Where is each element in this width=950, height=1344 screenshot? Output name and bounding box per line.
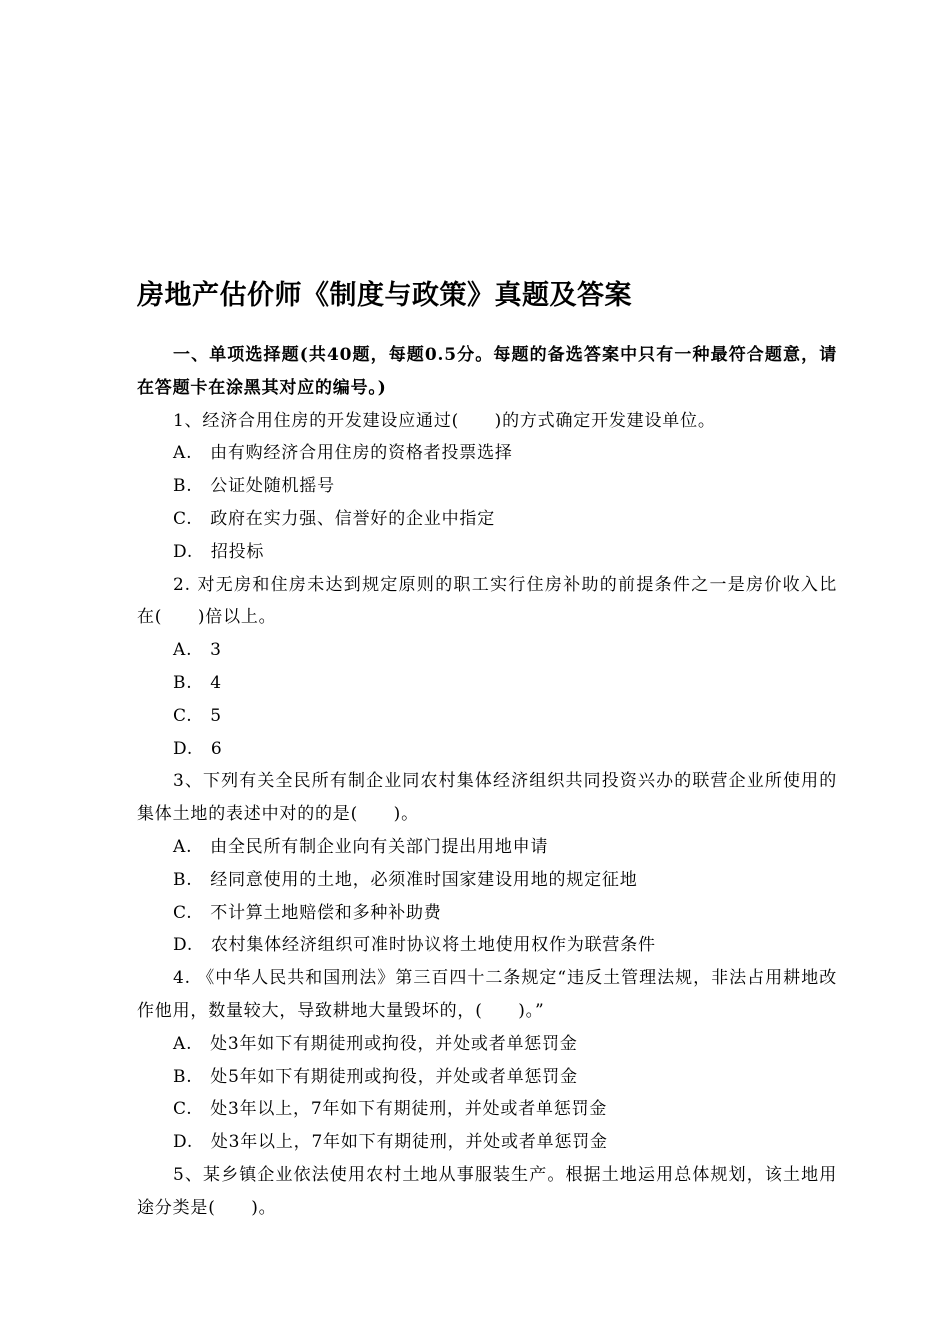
answer-option: D. 处3年以上，7年如下有期徒刑，并处或者单惩罚金 xyxy=(173,1132,608,1153)
question-stem: 3、下列有关全民所有制企业同农村集体经济组织共同投资兴办的联营企业所使用的集体土地的表述中对的的是( )。 xyxy=(137,771,837,825)
answer-option: B. 公证处随机摇号 xyxy=(173,476,335,497)
answer-option: C. 不计算土地赔偿和多种补助费 xyxy=(173,902,442,923)
answer-option: B. 处5年如下有期徒刑或拘役，并处或者单惩罚金 xyxy=(173,1066,578,1087)
question-stem: 4. 《中华人民共和国刑法》第三百四十二条规定“违反土管理法规，非法占用耕地改作他用，数量较大，导致耕地大量毁坏的，( )。” xyxy=(137,968,837,1021)
answer-option: D. 6 xyxy=(173,738,223,759)
answer-option: B. 经同意使用的土地，必须准时国家建设用地的规定征地 xyxy=(173,869,638,890)
answer-option: A. 处3年如下有期徒刑或拘役，并处或者单惩罚金 xyxy=(173,1033,578,1054)
answer-option: C. 政府在实力强、信誉好的企业中指定 xyxy=(173,508,496,529)
section-intro: 一、单项选择题(共40题，每题0.5分。每题的备选答案中只有一种最符合题意，请在答题卡在涂黑其对应的编号。) xyxy=(137,345,837,398)
answer-option: D. 招投标 xyxy=(173,541,265,562)
answer-option: B. 4 xyxy=(173,672,222,693)
question-stem: 5、某乡镇企业依法使用农村土地从事服装生产。根据土地运用总体规划，该土地用途分类是( )。 xyxy=(137,1164,837,1218)
answer-option: C. 处3年以上，7年如下有期徒刑，并处或者单惩罚金 xyxy=(173,1099,608,1120)
answer-option: A. 3 xyxy=(173,640,222,661)
answer-option: C. 5 xyxy=(173,705,222,726)
document-body xyxy=(137,339,837,1225)
answer-option: D. 农村集体经济组织可准时协议将土地使用权作为联营条件 xyxy=(173,935,656,956)
document-title: 房地产估价师《制度与政策》真题及答案 xyxy=(137,280,632,311)
answer-option: A. 由有购经济合用住房的资格者投票选择 xyxy=(173,443,513,464)
question-stem: 1、经济合用住房的开发建设应通过( )的方式确定开发建设单位。 xyxy=(173,410,716,431)
answer-option: A. 由全民所有制企业向有关部门提出用地申请 xyxy=(173,836,549,857)
question-stem: 2. 对无房和住房未达到规定原则的职工实行住房补助的前提条件之一是房价收入比在( )倍以上。 xyxy=(137,574,837,628)
